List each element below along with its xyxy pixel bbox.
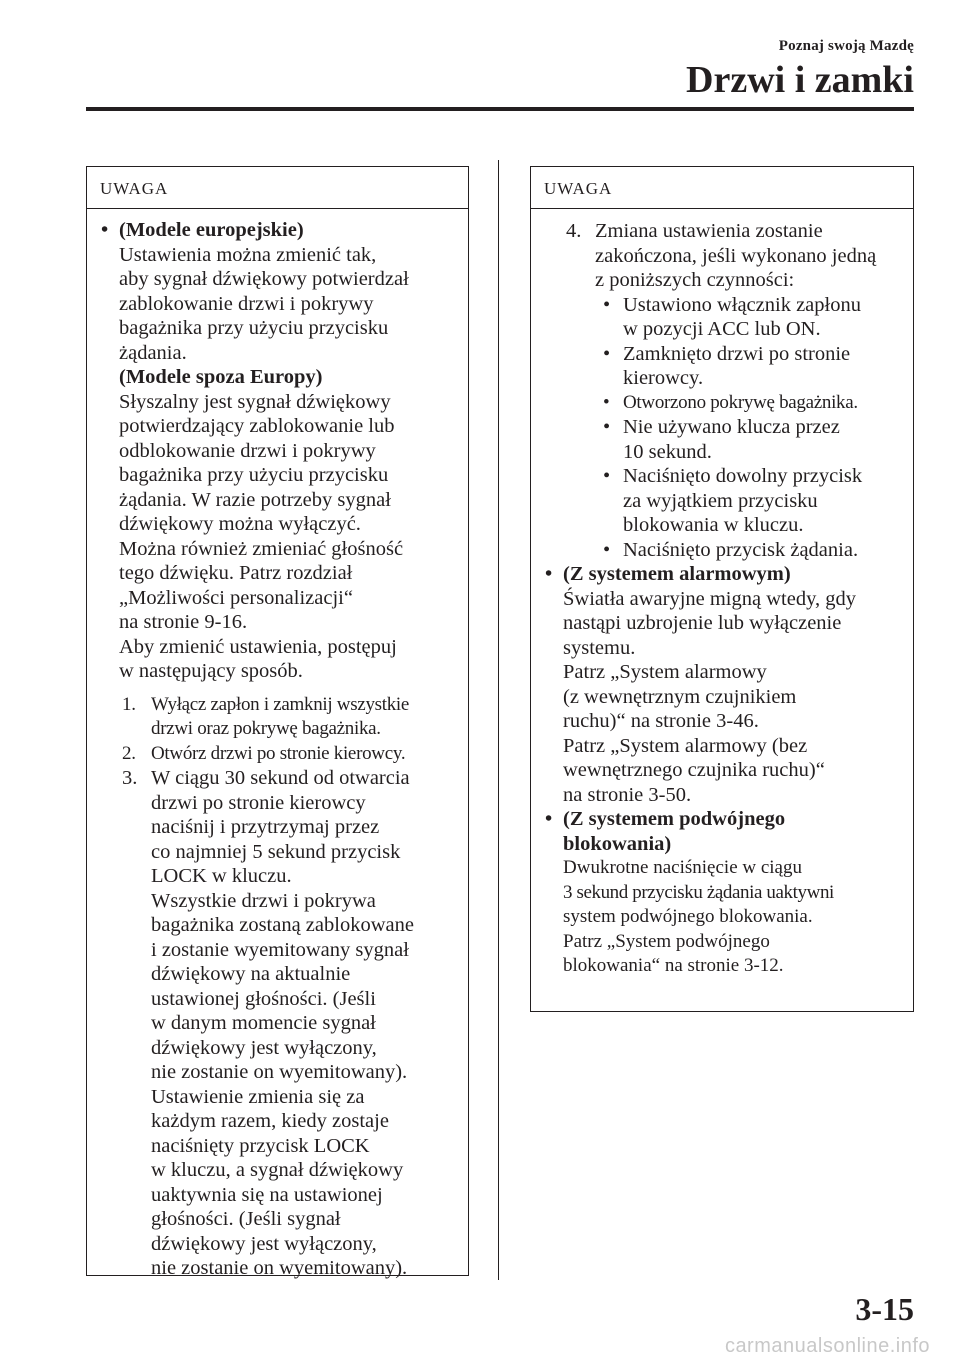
text-line: systemu. <box>563 636 636 659</box>
text-line: potwierdzający zablokowanie lub <box>119 415 395 437</box>
text-line: w danym momencie sygnał <box>151 1012 376 1034</box>
text-line: nie zostanie on wyemitowany). <box>151 1257 408 1279</box>
text-line: nie zostanie on wyemitowany). <box>151 1061 408 1083</box>
step-number: 3. <box>122 767 138 789</box>
step-4 <box>531 219 913 293</box>
text-line: Słyszalny jest sygnał dźwiękowy <box>119 390 391 413</box>
bullet-double-locking <box>531 807 913 979</box>
text-line: drzwi oraz pokrywę bagażnika. <box>151 718 381 739</box>
text-line: system podwójnego blokowania. <box>563 906 813 927</box>
running-header-title: Drzwi i zamki <box>686 59 914 101</box>
text-line: dźwiękowy jest wyłączony, <box>151 1232 377 1255</box>
text-line: żądania. <box>119 341 187 364</box>
text-line: uaktywnia się na ustawionej <box>151 1183 383 1206</box>
text-line: ustawionej głośności. (Jeśli <box>151 987 376 1010</box>
text-line: odblokowanie drzwi i pokrywy <box>119 439 376 462</box>
text-line: w kluczu, a sygnał dźwiękowy <box>151 1159 404 1181</box>
section-title-european: (Modele europejskie) <box>119 219 304 241</box>
text-line: w pozycji ACC lub ON. <box>623 318 821 340</box>
text-line: Naciśnięto dowolny przycisk <box>623 465 863 487</box>
bullet-mark: • <box>603 538 611 561</box>
bullet-european-models <box>87 218 468 684</box>
text-line: Patrz „System alarmowy (bez <box>563 734 808 757</box>
text-line: żądania. W razie potrzeby sygnał <box>119 488 391 511</box>
text-line: 3 sekund przycisku żądania uaktywni <box>563 881 834 903</box>
step-number: 4. <box>566 220 582 242</box>
text-line: 10 sekund. <box>623 440 712 463</box>
text-line: co najmniej 5 sekund przycisk <box>151 840 401 863</box>
bullet-mark: • <box>603 416 611 438</box>
text-line: Ustawiono włącznik zapłonu <box>623 293 861 316</box>
step-number: 2. <box>122 742 136 764</box>
text-line: dźwiękowy można wyłączyć. <box>119 513 361 535</box>
text-line: na stronie 3-50. <box>563 783 692 806</box>
text-line: nastąpi uzbrojenie lub wyłączenie <box>563 612 842 634</box>
text-line: blokowania w kluczu. <box>623 514 804 536</box>
text-line: naciśnięty przycisk LOCK <box>151 1134 370 1157</box>
note-heading: UWAGA <box>531 167 913 209</box>
text-line: Światła awaryjne migną wtedy, gdy <box>563 587 856 610</box>
text-line: Można również zmieniać głośność <box>119 537 404 560</box>
step-number: 1. <box>122 693 136 715</box>
condition-item <box>531 464 913 538</box>
text-line: na stronie 9-16. <box>119 611 248 633</box>
text-line: LOCK w kluczu. <box>151 865 292 887</box>
text-line: Patrz „System alarmowy <box>563 661 767 683</box>
step-1 <box>87 693 468 742</box>
text-line: Otworzono pokrywę bagażnika. <box>623 391 858 413</box>
text-line: Ustawienie zmienia się za <box>151 1085 365 1108</box>
bullet-mark: • <box>545 808 553 830</box>
text-line: każdym razem, kiedy zostaje <box>151 1110 389 1132</box>
text-line: w następujący sposób. <box>119 660 303 682</box>
note-box-right <box>530 166 914 1012</box>
text-line: Aby zmienić ustawienia, postępuj <box>119 635 397 658</box>
column-separator <box>498 160 499 1280</box>
bullet-mark: • <box>603 465 611 487</box>
section-title-alarm: (Z systemem alarmowym) <box>563 563 791 585</box>
bullet-mark: • <box>545 563 553 585</box>
header-rule <box>86 107 914 111</box>
text-line: Dwukrotne naciśnięcie w ciągu <box>563 857 802 878</box>
text-line: Wszystkie drzwi i pokrywa <box>151 889 376 912</box>
note-heading: UWAGA <box>87 167 468 209</box>
section-title-non-european: (Modele spoza Europy) <box>119 366 323 388</box>
text-line: z poniższych czynności: <box>595 269 795 291</box>
page-number: 3-15 <box>855 1291 914 1327</box>
text-line: blokowania“ na stronie 3-12. <box>563 955 784 976</box>
step-3 <box>87 766 468 1281</box>
condition-item <box>531 342 913 391</box>
condition-item <box>531 293 913 342</box>
text-line: Otwórz drzwi po stronie kierowcy. <box>151 742 406 764</box>
bullet-mark: • <box>603 391 610 413</box>
bullet-mark: • <box>101 219 109 241</box>
bullet-mark: • <box>603 293 611 316</box>
text-line: Nie używano klucza przez <box>623 416 840 438</box>
condition-item <box>531 391 913 416</box>
bullet-mark: • <box>603 342 611 365</box>
text-line: Ustawienia można zmienić tak, <box>119 243 377 266</box>
text-line: dźwiękowy jest wyłączony, <box>151 1036 377 1059</box>
text-line: „Możliwości personalizacji“ <box>119 586 353 609</box>
text-line: wewnętrznego czujnika ruchu)“ <box>563 759 825 781</box>
text-line: Patrz „System podwójnego <box>563 930 770 952</box>
watermark: carmanualsonline.info <box>724 1335 930 1357</box>
text-line: bagażnika przy użyciu przycisku <box>119 317 389 339</box>
text-line: Wyłącz zapłon i zamknij wszystkie <box>151 693 410 715</box>
text-line: za wyjątkiem przycisku <box>623 489 818 512</box>
text-line: zakończona, jeśli wykonano jedną <box>595 244 877 267</box>
step-2 <box>87 742 468 767</box>
text-line: W ciągu 30 sekund od otwarcia <box>151 767 410 789</box>
text-line: bagażnika zostaną zablokowane <box>151 914 414 936</box>
text-line: naciśnij i przytrzymaj przez <box>151 816 380 838</box>
bullet-alarm-system <box>531 562 913 807</box>
text-line: bagażnika przy użyciu przycisku <box>119 464 389 486</box>
text-line: Zamknięto drzwi po stronie <box>623 342 851 365</box>
section-title-double-locking: (Z systemem podwójnego <box>563 808 786 830</box>
text-line: zablokowanie drzwi i pokrywy <box>119 292 374 315</box>
text-line: kierowcy. <box>623 367 704 389</box>
text-line: (z wewnętrznym czujnikiem <box>563 685 797 708</box>
text-line: aby sygnał dźwiękowy potwierdzał <box>119 268 409 290</box>
text-line: ruchu)“ na stronie 3-46. <box>563 710 759 732</box>
condition-item <box>531 538 913 563</box>
text-line: głośności. (Jeśli sygnał <box>151 1208 341 1230</box>
note-box-left <box>86 166 469 1279</box>
text-line: dźwiękowy na aktualnie <box>151 963 351 985</box>
condition-item <box>531 415 913 464</box>
text-line: i zostanie wyemitowany sygnał <box>151 938 409 961</box>
text-line: tego dźwięku. Patrz rozdział <box>119 562 353 584</box>
text-line: drzwi po stronie kierowcy <box>151 791 366 814</box>
running-header-subtitle: Poznaj swoją Mazdę <box>778 38 914 54</box>
section-title-double-locking: blokowania) <box>563 832 672 855</box>
text-line: Zmiana ustawienia zostanie <box>595 220 823 242</box>
steps-list <box>87 693 468 1281</box>
text-line: Naciśnięto przycisk żądania. <box>623 538 859 561</box>
